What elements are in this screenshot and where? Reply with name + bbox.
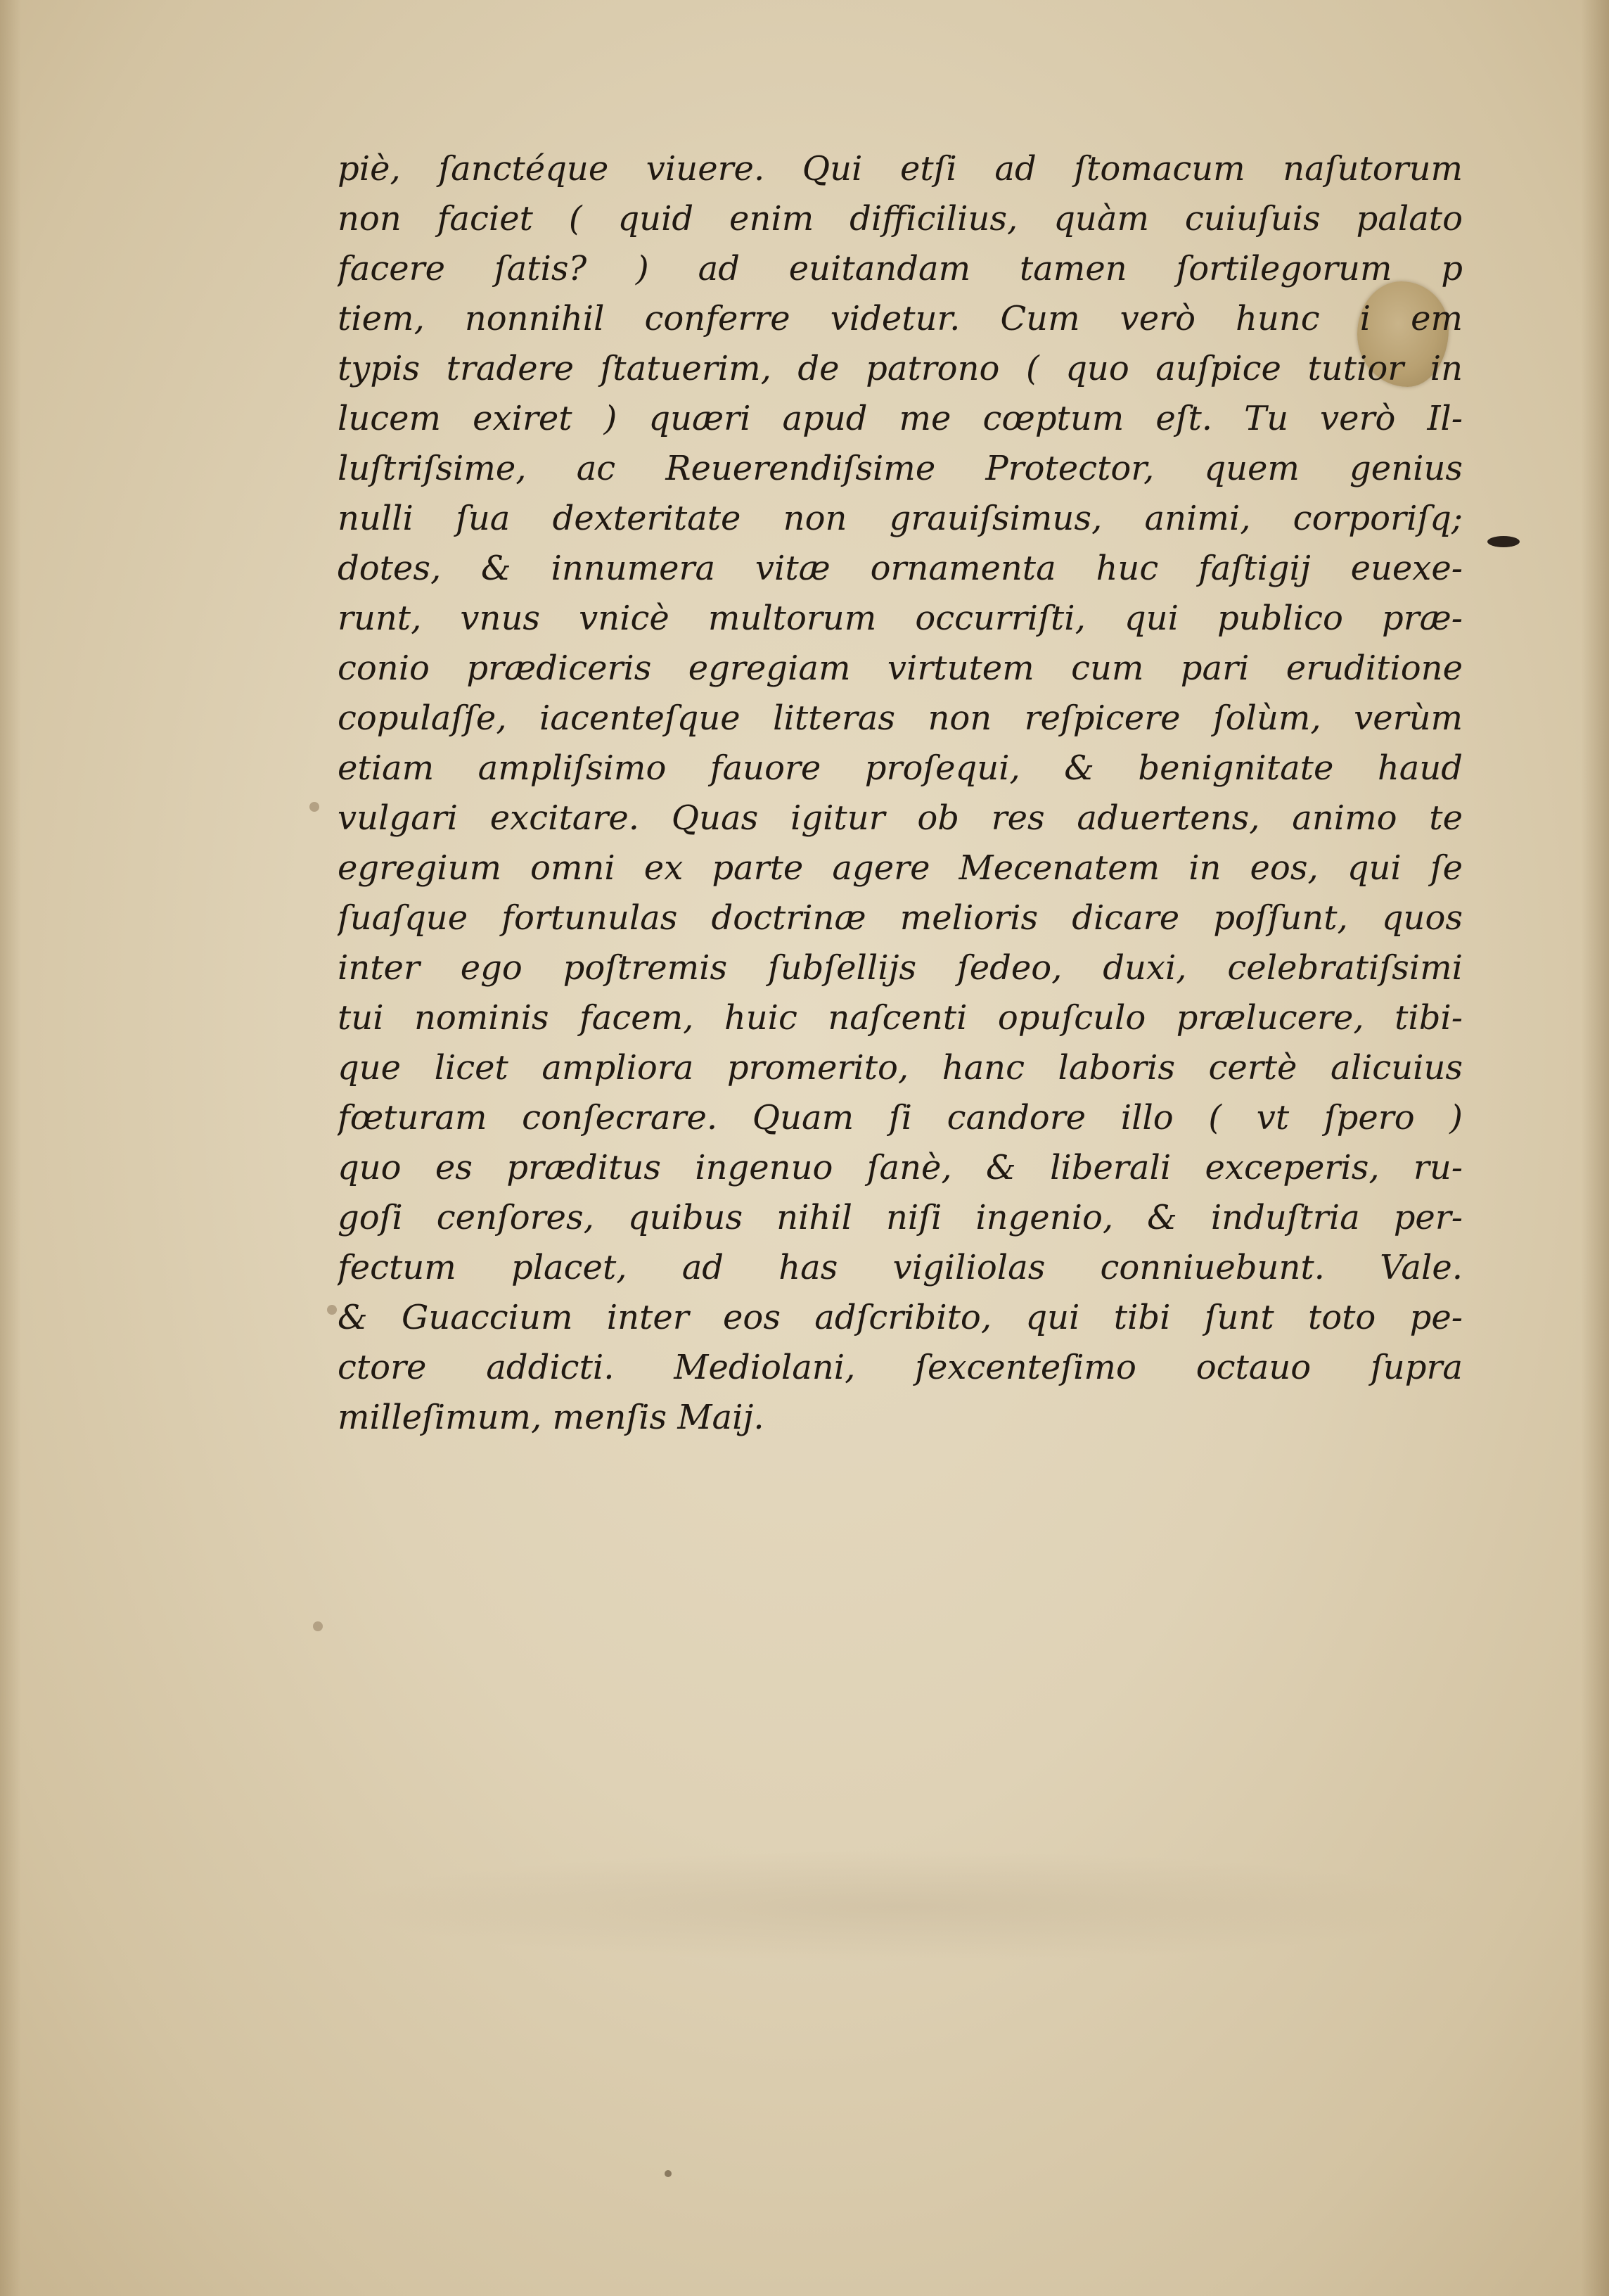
text-line: piè, ſanctéque viuere. Qui etſi ad ſtomacum naſutorum — [338, 149, 1463, 189]
text-line: tiem, nonnihil conferre videtur. Cum verò hunc i em — [338, 299, 1463, 338]
text-line: fœturam conſecrare. Quam ſi candore illo ( vt ſpero ) — [338, 1098, 1463, 1137]
paper-speck — [313, 1621, 323, 1631]
text-line: ctore addicti. Mediolani, ſexcenteſimo octauo ſupra — [338, 1348, 1463, 1387]
text-line: runt, vnus vnicè multorum occurriſti, qui publico præ- — [338, 599, 1463, 638]
text-line: copulaſſe, iacenteſque litteras non reſpicere ſolùm, verùm — [338, 699, 1463, 738]
text-line: non faciet ( quid enim difficilius, quàm cuiuſuis palato — [338, 199, 1463, 238]
text-line: dotes, & innumera vitæ ornamenta huc faſtigij euexe- — [338, 549, 1463, 588]
page-edge-left — [0, 0, 21, 2296]
text-line: fectum placet, ad has vigiliolas conniuebunt. Vale. — [338, 1248, 1463, 1287]
text-line: conio prædiceris egregiam virtutem cum pari eruditione — [338, 649, 1463, 688]
text-line: lucem exiret ) quæri apud me cœptum eſt. Tu verò Il- — [338, 399, 1463, 438]
text-line: inter ego poſtremis ſubſellijs ſedeo, duxi, celebratiſsimi — [338, 948, 1463, 988]
text-line: facere ſatis? ) ad euitandam tamen ſortilegorum p — [338, 249, 1463, 288]
text-line: luſtriſsime, ac Reuerendiſsime Protector, quem genius — [338, 449, 1463, 488]
paper-speck — [327, 1305, 337, 1315]
text-line: etiam ampliſsimo fauore proſequi, & benignitate haud — [338, 748, 1463, 788]
text-line: goſi cenſores, quibus nihil niſi ingenio, & induſtria per- — [338, 1198, 1463, 1237]
body-text — [338, 144, 1463, 1443]
text-line: & Guaccium inter eos adſcribito, qui tibi ſunt toto pe- — [338, 1298, 1463, 1337]
paper-speck — [309, 802, 319, 812]
text-line: vulgari excitare. Quas igitur ob res aduertens, animo te — [338, 798, 1463, 838]
text-line: typis tradere ſtatuerim, de patrono ( quo auſpice tutior in — [338, 349, 1463, 388]
text-line: nulli ſua dexteritate non grauiſsimus, animi, corporiſq; — [338, 499, 1463, 538]
ink-show-through — [338, 1850, 1463, 1963]
text-line: tui nominis facem, huic naſcenti opuſculo prælucere, tibi- — [338, 998, 1463, 1038]
text-line: milleſimum, menſis Maij. — [338, 1398, 764, 1437]
text-line: ſuaſque fortunulas doctrinæ melioris dicare poſſunt, quos — [338, 898, 1463, 938]
text-line: que licet ampliora promerito, hanc laboris certè alicuius — [338, 1048, 1463, 1088]
page-edge-right — [1581, 0, 1609, 2296]
paper-speck — [665, 2170, 672, 2177]
text-line: egregium omni ex parte agere Mecenatem in eos, qui ſe — [338, 848, 1463, 888]
ink-blot — [1487, 536, 1520, 547]
text-line: quo es præditus ingenuo ſanè, & liberali exceperis, ru- — [338, 1148, 1463, 1187]
